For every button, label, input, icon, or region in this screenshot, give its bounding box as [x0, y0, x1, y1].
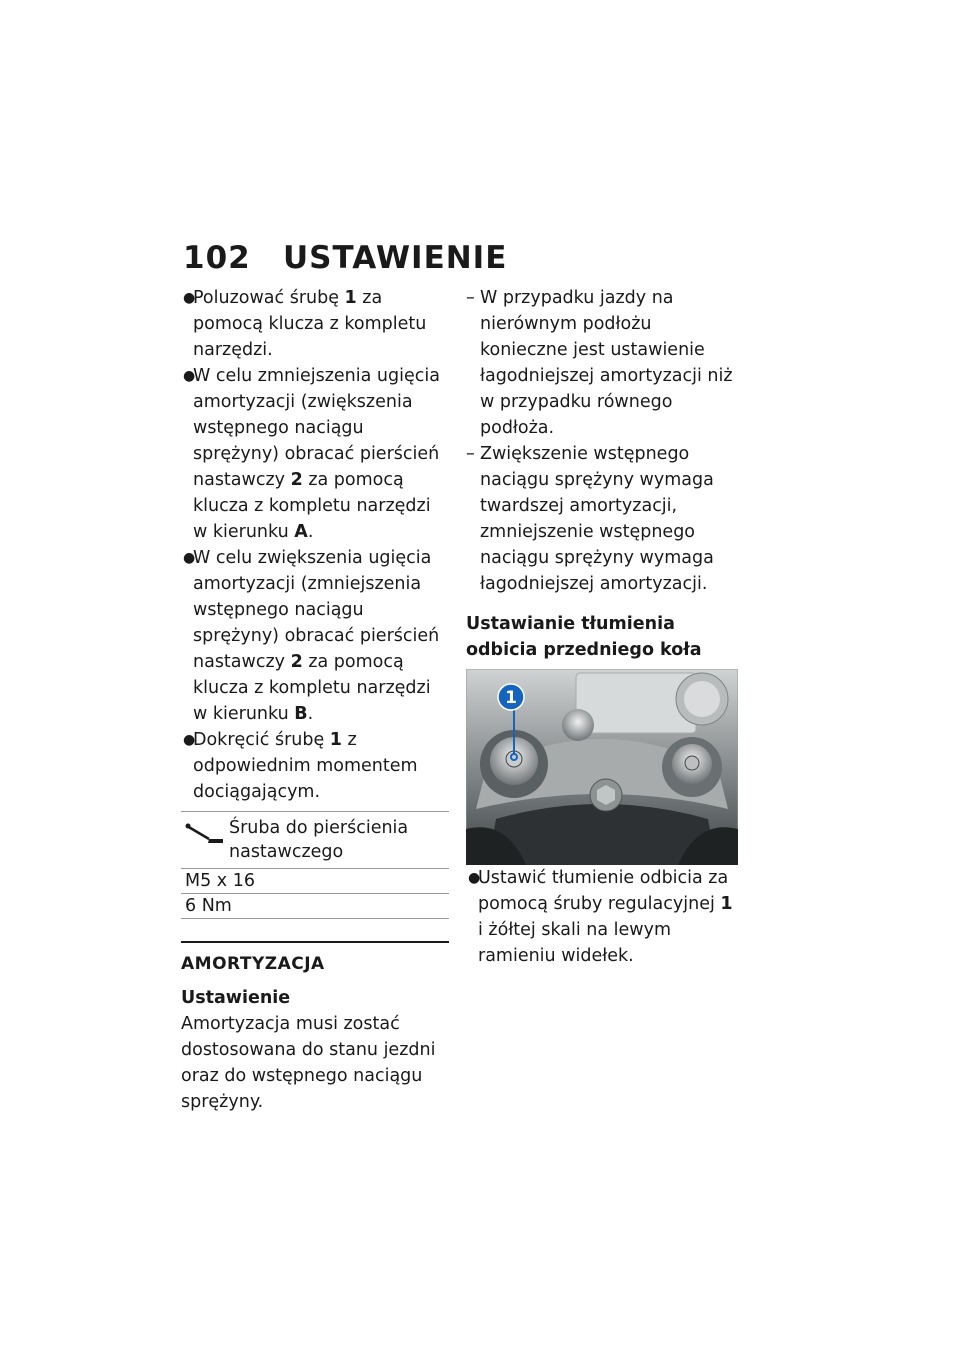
- bullet-icon: ●: [183, 290, 196, 306]
- torque-thread: M5 x 16: [181, 869, 449, 894]
- list-item: ● W celu zwiększenia ugięcia amortyzacji (zmniejszenia wstępnego naciągu sprężyny) obracać pierścień nastawczy 2 za pomocą klucza z kompletu narzędzi w kierunku B.: [181, 545, 449, 727]
- list-item: ● Dokręcić śrubę 1 z odpowiednim momentem dociągającym.: [181, 727, 449, 805]
- fork-photo: [466, 669, 738, 865]
- subsection-title: Ustawianie tłumienia odbicia przedniego koła: [466, 614, 702, 660]
- bullet-icon: ●: [183, 732, 196, 748]
- list-item: ● Ustawić tłumienie odbicia za pomocą śruby regulacyjnej 1 i żółtej skali na lewym ramieniu widełek.: [466, 865, 738, 969]
- left-column: [181, 285, 449, 1115]
- photo-callout: 1: [505, 688, 517, 708]
- list-item: – W przypadku jazdy na nierównym podłożu konieczne jest ustawienie łagodniejszej amortyzacji niż w przypadku równego podłoża.: [466, 285, 738, 441]
- page-number: 102: [183, 240, 251, 276]
- right-column: [466, 285, 738, 969]
- section-title: AMORTYZACJA: [181, 954, 325, 974]
- page-title: USTAWIENIE: [283, 240, 508, 276]
- torque-label: Śruba do pierścienia nastawczego: [229, 818, 409, 862]
- list-item: ● W celu zmniejszenia ugięcia amortyzacji (zwiększenia wstępnego naciągu sprężyny) obracać pierścień nastawczy 2 za pomocą klucza z kompletu narzędzi w kierunku A.: [181, 363, 449, 545]
- page-header: [183, 240, 507, 276]
- bullet-icon: ●: [183, 368, 196, 384]
- bullet-icon: ●: [183, 550, 196, 566]
- dash-icon: –: [466, 288, 475, 308]
- paragraph: Amortyzacja musi zostać dostosowana do stanu jezdni oraz do wstępnego naciągu sprężyny.: [181, 1014, 436, 1112]
- torque-value: 6 Nm: [181, 894, 449, 919]
- list-item: ● Poluzować śrubę 1 za pomocą klucza z kompletu narzędzi.: [181, 285, 449, 363]
- bullet-icon: ●: [468, 870, 481, 886]
- torque-table: [181, 811, 449, 919]
- list-item: – Zwiększenie wstępnego naciągu sprężyny wymaga twardszej amortyzacji, zmniejszenie wstępnego naciągu sprężyny wymaga łagodniejszej amortyzacji.: [466, 441, 738, 597]
- dash-icon: –: [466, 444, 475, 464]
- subsection-title: Ustawienie: [181, 988, 291, 1008]
- section-divider: [181, 941, 449, 943]
- torque-wrench-icon: [185, 822, 225, 848]
